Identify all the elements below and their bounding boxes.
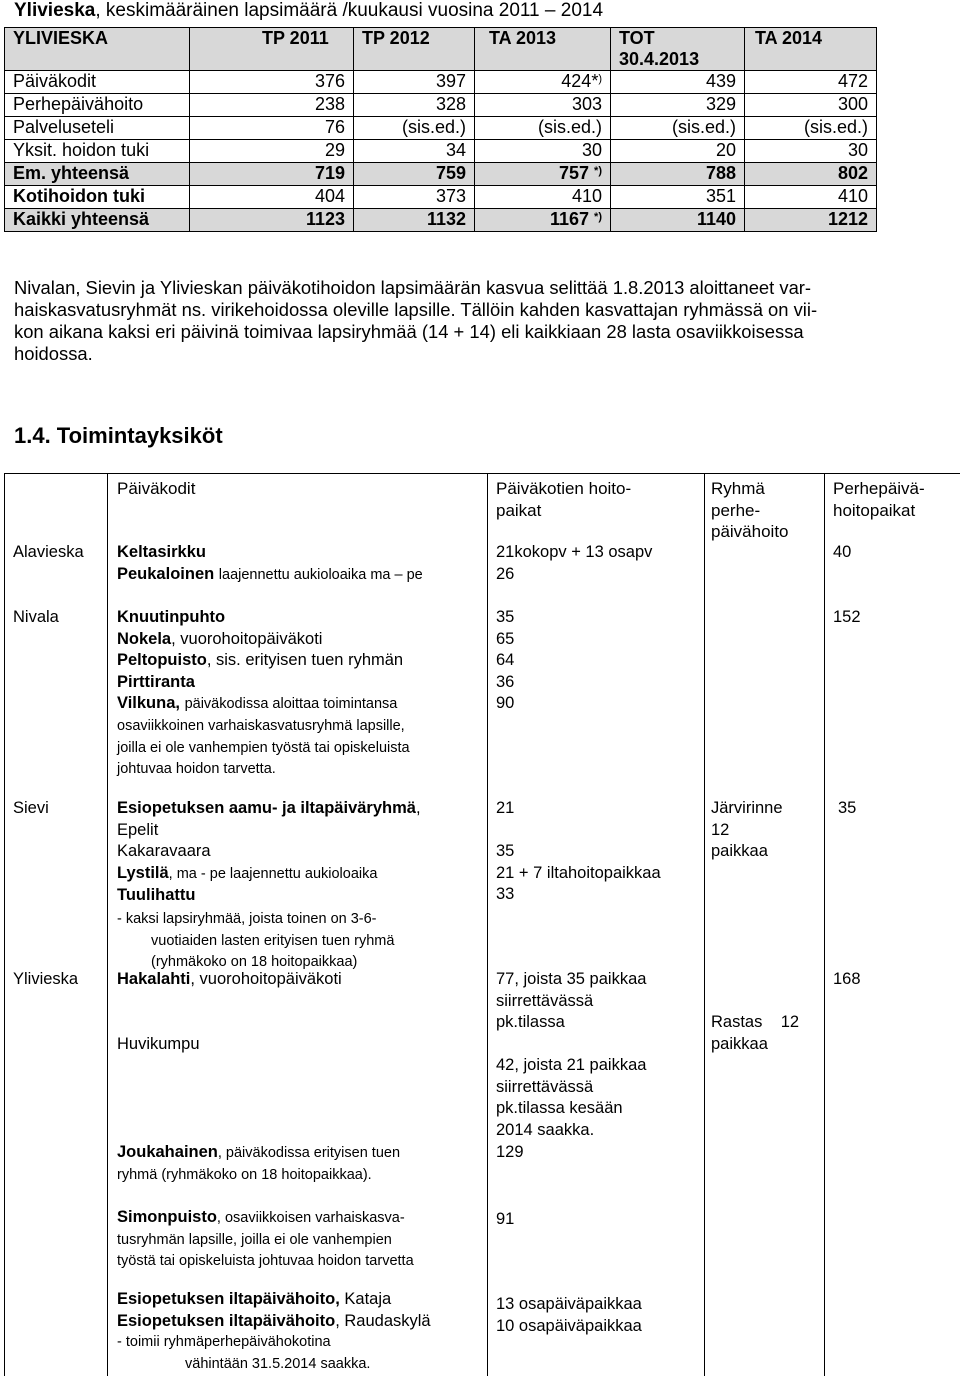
ylivieska-perhe: 168 xyxy=(833,970,861,988)
paragraph-line: kon aikana kaksi eri päivinä toimivaa lapsiryhmää (14 + 14) eli kaikkiaan 28 lasta osaviikkoisessa xyxy=(14,321,804,342)
cell: 30 xyxy=(745,140,877,163)
cell: 788 xyxy=(611,163,745,186)
cell: 376 xyxy=(190,71,354,94)
cell: (sis.ed.) xyxy=(354,117,475,140)
paragraph-line: Nivalan, Sievin ja Ylivieskan päiväkotihoidon lapsimäärän kasvua selittää 1.8.2013 aloittaneet var- xyxy=(14,277,812,298)
cell: 1140 xyxy=(611,209,745,232)
cell: 410 xyxy=(745,186,877,209)
cell: 300 xyxy=(745,94,877,117)
header-cell: TP 2012 xyxy=(354,28,475,71)
sievi-ryhma: Järvirinne 12 paikkaa xyxy=(711,799,783,861)
places-hakalahti: 77, joista 35 paikkaa siirrettävässä pk.tilassa xyxy=(496,970,647,1032)
column-divider xyxy=(107,474,108,1376)
header-cell: TA 2013 xyxy=(475,28,611,71)
header-hoitopaikat: Päiväkotien hoito- paikat xyxy=(496,479,632,520)
alavieska-perhe: 40 xyxy=(833,543,852,561)
cell: 1212 xyxy=(745,209,877,232)
cell: 76 xyxy=(190,117,354,140)
cell: 397 xyxy=(354,71,475,94)
cell: 404 xyxy=(190,186,354,209)
cell: 802 xyxy=(745,163,877,186)
header-perhe: Perhepäivä- hoitopaikat xyxy=(833,479,925,520)
nivala-units: Knuutinpuhto Nokela, vuorohoitopäiväkoti Peltopuisto, sis. erityisen tuen ryhmän Pirttiranta Vilkuna, päiväkodissa aloittaa toimintansa osaviikkoinen varhaiskasvatusryhmä lapsille, joilla ei ole vanhempien työstä tai opiskeluista johtuvaa hoidon tarvetta. xyxy=(117,608,410,778)
unit-hakalahti: Hakalahti, vuorohoitopäiväkoti xyxy=(117,970,342,988)
cell: 303 xyxy=(475,94,611,117)
table-row xyxy=(5,94,877,117)
places-joukahainen: 129 xyxy=(496,1143,524,1161)
places-simonpuisto: 91 xyxy=(496,1210,515,1228)
town-nivala: Nivala xyxy=(13,608,59,626)
cell: 719 xyxy=(190,163,354,186)
explanation-paragraph xyxy=(14,277,944,365)
table-header-row xyxy=(5,28,877,71)
header-cell: TP 2011 xyxy=(190,28,354,71)
cell: 759 xyxy=(354,163,475,186)
unit-joukahainen: Joukahainen, päiväkodissa erityisen tuen ryhmä (ryhmäkoko on 18 hoitopaikkaa). xyxy=(117,1143,401,1183)
row-label: Päiväkodit xyxy=(5,71,190,94)
header-paivakodit: Päiväkodit xyxy=(117,479,196,498)
unit-esiopetus-iltapaivahoito: Esiopetuksen iltapäivähoito, Kataja Esiopetuksen iltapäivähoito, Raudaskylä - toimii ryhmäperhepäivähokotina vähintään 31.5.2014 saakka. xyxy=(117,1290,431,1372)
table-row xyxy=(5,71,877,94)
paragraph-line: hoidossa. xyxy=(14,343,93,364)
cell: 424*) xyxy=(475,71,611,94)
table-row xyxy=(5,140,877,163)
cell: 30 xyxy=(475,140,611,163)
units-table xyxy=(4,473,960,1376)
cell: 328 xyxy=(354,94,475,117)
cell: 1132 xyxy=(354,209,475,232)
nivala-perhe: 152 xyxy=(833,608,861,626)
paragraph-line: haiskasvatusryhmät ns. virikehoidossa oleville lapsille. Tällöin kahden kasvattajan ryhmässä on vii- xyxy=(14,299,818,320)
town-ylivieska: Ylivieska xyxy=(13,970,79,988)
row-label: Em. yhteensä xyxy=(5,163,190,186)
alavieska-places: 21kokopv + 13 osapv 26 xyxy=(496,543,653,583)
town-alavieska: Alavieska xyxy=(13,543,84,561)
cell: 34 xyxy=(354,140,475,163)
cell: 238 xyxy=(190,94,354,117)
places-huvikumpu: 42, joista 21 paikkaa siirrettävässä pk.tilassa kesään 2014 saakka. xyxy=(496,1056,647,1139)
cell: 20 xyxy=(611,140,745,163)
cell: 472 xyxy=(745,71,877,94)
ylivieska-ryhma: Rastas 12 paikkaa xyxy=(711,1013,800,1053)
nivala-places: 35 65 64 36 90 xyxy=(496,608,515,713)
sievi-places: 21 35 21 + 7 iltahoitopaikkaa 33 xyxy=(496,799,661,904)
table-row xyxy=(5,186,877,209)
table-row-total xyxy=(5,163,877,186)
row-label: Perhepäivähoito xyxy=(5,94,190,117)
section-title: 1.4. Toimintayksiköt xyxy=(14,423,223,448)
cell: 757 *) xyxy=(475,163,611,186)
sievi-perhe: 35 xyxy=(838,799,857,817)
cell: (sis.ed.) xyxy=(475,117,611,140)
sievi-units: Esiopetuksen aamu- ja iltapäiväryhmä, Epelit Kakaravaara Lystilä, ma - pe laajennettu aukioloaika Tuulihattu - kaksi lapsiryhmää, joista toinen on 3-6- vuotiaiden lasten erityisen tuen ryhmä (ryhmäkoko on 18 hoitopaikkaa) xyxy=(117,799,421,971)
cell: 439 xyxy=(611,71,745,94)
cell: 329 xyxy=(611,94,745,117)
page-heading: Ylivieska, keskimääräinen lapsimäärä /kuukausi vuosina 2011 – 2014 xyxy=(14,0,604,21)
header-cell: TOT 30.4.2013 xyxy=(611,28,745,71)
cell: 1167 *) xyxy=(475,209,611,232)
cell: (sis.ed.) xyxy=(745,117,877,140)
unit-simonpuisto: Simonpuisto, osaviikkoisen varhaiskasva- tusryhmän lapsille, joilla ei ole vanhempien työstä tai opiskeluista johtuvaa hoidon tarvetta xyxy=(117,1208,414,1270)
column-divider xyxy=(704,474,705,1376)
alavieska-units: Keltasirkku Peukaloinen laajennettu aukioloaika ma – pe xyxy=(117,543,423,583)
header-ryhma: Ryhmä perhe- päivähoito xyxy=(711,479,789,542)
header-cell: YLIVIESKA xyxy=(5,28,190,71)
places-esiopetus: 13 osapäiväpaikkaa 10 osapäiväpaikkaa xyxy=(496,1295,642,1335)
row-label: Yksit. hoidon tuki xyxy=(5,140,190,163)
table-row xyxy=(5,117,877,140)
cell: 1123 xyxy=(190,209,354,232)
town-sievi: Sievi xyxy=(13,799,49,817)
cell: 351 xyxy=(611,186,745,209)
row-label: Kotihoidon tuki xyxy=(5,186,190,209)
header-cell: TA 2014 xyxy=(745,28,877,71)
cell: 373 xyxy=(354,186,475,209)
column-divider xyxy=(824,474,825,1376)
cell: 410 xyxy=(475,186,611,209)
unit-huvikumpu: Huvikumpu xyxy=(117,1035,200,1053)
table-row-grand-total xyxy=(5,209,877,232)
cell: 29 xyxy=(190,140,354,163)
cell: (sis.ed.) xyxy=(611,117,745,140)
column-divider xyxy=(487,474,488,1376)
row-label: Palveluseteli xyxy=(5,117,190,140)
child-count-table xyxy=(4,27,877,232)
row-label: Kaikki yhteensä xyxy=(5,209,190,232)
